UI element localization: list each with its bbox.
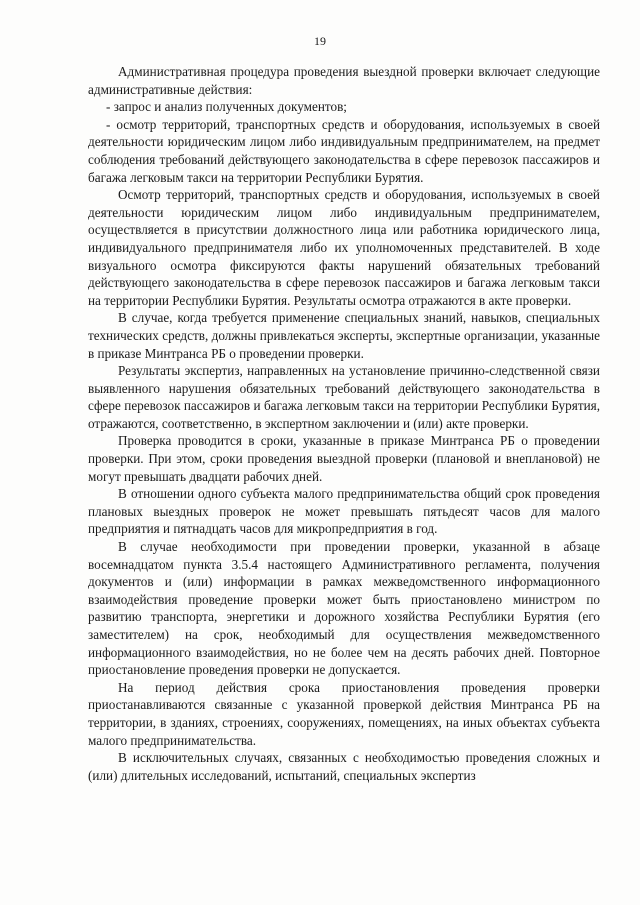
paragraph-suspension: В случае необходимости при проведении проверки, указанной в абзаце восемнадцатом пункта 3.5.4 настоящего Административного регламента, получения документов и (или) информации в рамках межведомственного информационного взаимодействия проведение проверки может быть приостановлено министром по развитию транспорта, энергетики и дорожного хозяйства Республики Бурятия (его заместителем) на срок, необходимый для осуществления межведомственного информационного взаимодействия, но не более чем на десять рабочих дней. Повторное приостановление проведения проверки не допускается. — [88, 539, 600, 678]
page-number: 19 — [314, 34, 326, 48]
paragraph-experts: В случае, когда требуется применение специальных знаний, навыков, специальных технических средств, должны привлекаться эксперты, экспертные организации, указанные в приказе Минтранса РБ о проведении проверки. — [88, 310, 600, 361]
paragraph-exceptional-cases: В исключительных случаях, связанных с необходимостью проведения сложных и (или) длительных исследований, испытаний, специальных экспертиз — [88, 750, 600, 783]
paragraph-expertise-results: Результаты экспертиз, направленных на установление причинно-следственной связи выявленного нарушения обязательных требований действующего законодательства в сфере перевозок пассажиров и багажа легковым такси на территории Республики Бурятия, отражаются, соответственно, в экспертном заключении и (или) акте проверки. — [88, 363, 600, 431]
list-item-document-request: - запрос и анализ полученных документов; — [106, 99, 347, 115]
list-item-territory-inspection: - осмотр территорий, транспортных средств и оборудования, используемых в своей деятельности юридическим лицом либо индивидуальным предпринимателем, на предмет соблюдения требований действующего законодательства в сфере перевозок пассажиров и багажа легковым такси на территории Республики Бурятия. — [88, 116, 600, 185]
paragraph-inspection-terms: Проверка проводится в сроки, указанные в приказе Минтранса РБ о проведении проверки. При этом, сроки проведения выездной проверки (плановой и внеплановой) не могут превышать двадцати рабочих дней. — [88, 433, 600, 484]
paragraph-suspension-period: На период действия срока приостановления проведения проверки приостанавливаются связанные с указанной проверкой действия Минтранса РБ на территории, в зданиях, строениях, сооружениях, помещениях, на иных объектах субъекта малого предпринимательства. — [88, 679, 600, 748]
paragraph-procedure-intro: Административная процедура проведения выездной проверки включает следующие административные действия: — [88, 64, 600, 97]
document-body — [88, 63, 600, 784]
paragraph-small-business-limit: В отношении одного субъекта малого предпринимательства общий срок проведения плановых выездных проверок не может превышать пятьдесят часов для малого предприятия и пятнадцать часов для микропредприятия в год. — [88, 486, 600, 537]
paragraph-inspection-details: Осмотр территорий, транспортных средств и оборудования, используемых в своей деятельности юридическим лицом либо индивидуальным предпринимателем, осуществляется в присутствии должностного лица или работника юридического лица, индивидуального предпринимателя либо их уполномоченных представителей. В ходе визуального осмотра фиксируются факты нарушений обязательных требований действующего законодательства в сфере перевозок пассажиров и багажа легковым такси на территории Республики Бурятия. Результаты осмотра отражаются в акте проверки. — [88, 187, 600, 308]
